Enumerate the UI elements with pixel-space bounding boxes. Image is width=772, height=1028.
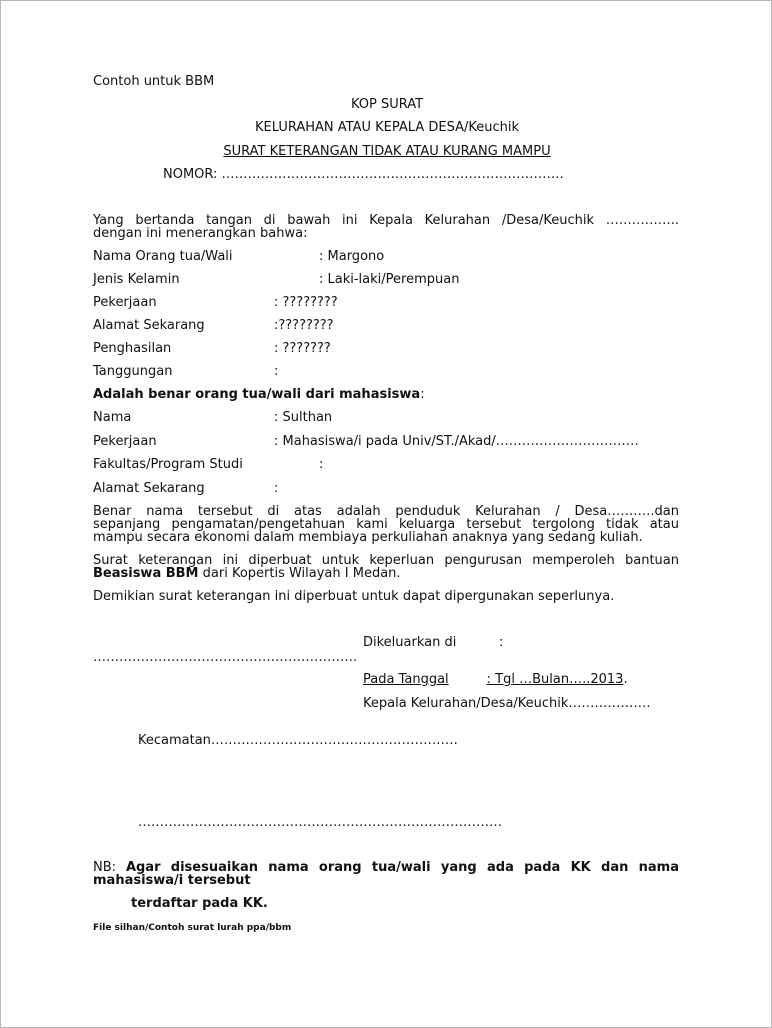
scholarship-source: dari Kopertis Wilayah I Medan. <box>198 566 401 581</box>
note-text-1: Agar disesuaikan nama orang tua/wali yang ada pada KK dan nama <box>125 860 680 875</box>
paragraph-3: Demikian surat keterangan ini diperbuat untuk dapat dipergunakan seperlunya. <box>93 589 615 604</box>
field-label-student-job: Pekerjaan <box>93 434 157 449</box>
field-label-parent-name: Nama Orang tua/Wali <box>93 249 233 264</box>
paragraph-1-line-1: Benar nama tersebut di atas adalah penduduk Kelurahan / Desa………..dan <box>93 504 679 519</box>
field-value-student-name: : Sulthan <box>274 410 333 425</box>
issued-at-colon: : <box>499 635 504 650</box>
kecamatan-line: Kecamatan………………………………………………… <box>138 733 458 748</box>
field-label-faculty: Fakultas/Program Studi <box>93 457 243 472</box>
paragraph-1-line-3: mampu secara ekonomi dalam membiaya perkuliahan anaknya yang sedang kuliah. <box>93 530 643 545</box>
field-value-faculty: : <box>319 457 324 472</box>
issued-at-label: Dikeluarkan di <box>363 635 457 650</box>
nomor-line: NOMOR: ……………………………………………………………………. <box>163 167 564 182</box>
field-value-job: : ???????? <box>274 295 338 310</box>
student-heading-text: Adalah benar orang tua/wali dari mahasiswa <box>93 387 421 402</box>
student-heading <box>93 388 425 402</box>
field-value-parent-name: : Margono <box>319 249 385 264</box>
field-label-job: Pekerjaan <box>93 295 157 310</box>
kelurahan-line: KELURAHAN ATAU KEPALA DESA/Keuchik <box>255 120 519 135</box>
letter-title: SURAT KETERANGAN TIDAK ATAU KURANG MAMPU <box>223 144 551 159</box>
scholarship-name: Beasiswa BBM <box>93 566 199 581</box>
student-heading-colon: : <box>420 387 425 402</box>
paragraph-2-line-1: Surat keterangan ini diperbuat untuk keperluan pengurusan memperoleh bantuan <box>93 553 679 568</box>
field-label-dependents: Tanggungan <box>93 364 173 379</box>
note-line-2: mahasiswa/i tersebut <box>93 873 251 888</box>
top-note: Contoh untuk BBM <box>93 74 215 89</box>
intro-line-2: dengan ini menerangkan bahwa: <box>93 226 308 241</box>
date-line <box>363 673 628 687</box>
field-value-address: :???????? <box>274 318 334 333</box>
field-label-student-address: Alamat Sekarang <box>93 481 205 496</box>
village-head-title: Kepala Kelurahan/Desa/Keuchik………………. <box>363 696 651 711</box>
note-line-3: terdaftar pada KK. <box>131 896 268 911</box>
date-value: : Tgl …Bulan…..2013 <box>486 672 624 687</box>
note-prefix: NB: <box>93 860 126 875</box>
field-label-gender: Jenis Kelamin <box>93 272 180 287</box>
paragraph-1-line-2: sepanjang pengamatan/pengetahuan kami keluarga tersebut tergolong tidak atau <box>93 517 679 532</box>
field-label-income: Penghasilan <box>93 341 172 356</box>
kop-surat: KOP SURAT <box>350 97 424 112</box>
field-value-student-address: : <box>274 481 279 496</box>
field-value-student-job: : Mahasiswa/i pada Univ/ST./Akad/…………………………… <box>274 434 639 449</box>
paragraph-2-line-2 <box>93 567 401 581</box>
signature-dots: ………………………………………………………………………… <box>138 815 502 830</box>
field-value-income: : ??????? <box>274 341 331 356</box>
field-label-student-name: Nama <box>93 410 132 425</box>
intro-line-1: Yang bertanda tangan di bawah ini Kepala Kelurahan /Desa/Keuchik …………….. <box>93 213 679 228</box>
field-value-dependents: : <box>274 364 279 379</box>
field-label-address: Alamat Sekarang <box>93 318 205 333</box>
date-label: Pada Tanggal <box>363 672 449 687</box>
file-path-footer: File silhan/Contoh surat lurah ppa/bbm <box>93 923 292 933</box>
issued-at-dots: ……………………………………………………. <box>93 650 358 665</box>
date-end: . <box>623 672 628 687</box>
field-value-gender: : Laki-laki/Perempuan <box>319 272 460 287</box>
